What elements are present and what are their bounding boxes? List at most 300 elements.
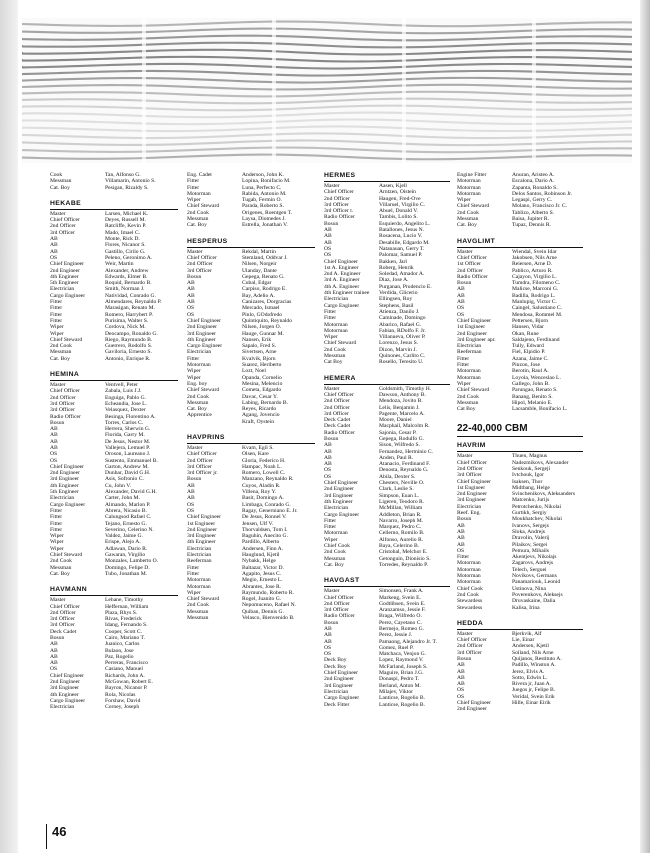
crew-rank: 2nd Engineer (50, 470, 80, 477)
crew-row (50, 185, 178, 191)
crew-rank: Chief Steward (457, 387, 490, 394)
crew-name: Thuen, Magnus (512, 453, 548, 460)
crew-name: Hille, Einar Eirik (512, 700, 551, 707)
crew-name: Cellerno, Romilo B. (379, 530, 425, 537)
crew-name: Pamaong, Alejandro Jr. T. (379, 638, 437, 645)
crew-rank: Chief Officer (457, 637, 487, 644)
crew-rank: 2nd Officer (457, 267, 483, 274)
crew-rank: Motorman (324, 327, 348, 334)
crew-name: Rola, Nicolas (105, 691, 136, 698)
crew-name: Manlupig, Victor C. (512, 299, 557, 306)
crew-name: Gurtikh, Sergiy (512, 510, 547, 517)
crew-rank: 2nd Cook (187, 209, 209, 216)
crew-name: Jakobsen, Nils Arne (512, 254, 557, 261)
crew-rank: Cargo Engineer (50, 292, 86, 299)
crew-name: Abrantes, Jose R. (242, 583, 282, 590)
crew-rank: AB (324, 227, 332, 234)
crew-name: Parungao, Renato S. (512, 387, 558, 394)
ship-name: HAVRIM (457, 442, 583, 452)
crew-name: Purisima, Walter S. (105, 317, 149, 324)
crew-name: Cuyos, Aladin R. (242, 482, 281, 489)
crew-name: Mesina, Melencio (242, 380, 283, 387)
crew-row (187, 222, 315, 228)
crew-rank: 3rd Officer (457, 472, 482, 479)
crew-name: Carpiso, Rodrigo E. (242, 286, 287, 293)
crew-name: McFarland, Joseph S. (379, 663, 428, 670)
crew-name: Ellingsen, Roy (379, 296, 413, 303)
crew-rank: AB (324, 638, 332, 645)
crew-rank: Motorman (457, 566, 481, 573)
crew-rank: Chief Officer (50, 388, 80, 395)
crew-rank: Motorman (324, 321, 348, 328)
crew-name: Deyes, Russell M. (105, 217, 147, 224)
crew-rank: OS (324, 467, 332, 474)
crew-name: Sotto, Edwin L. (512, 674, 548, 681)
crew-rank: Radio Officer (457, 273, 488, 280)
crew-rank: Cargo Engineer (50, 501, 86, 508)
crew-name: Abarico, Rafael G. (379, 321, 422, 328)
crew-name: Dravolin, Valerij (512, 535, 550, 542)
crew-name: Nansen, Erik (242, 336, 272, 343)
crew-name: Velasco, Bienvenido B. (242, 615, 295, 621)
crew-name: Milajev, Viktor (379, 688, 413, 695)
crew-name: Ventvell, Peter (105, 382, 138, 389)
crew-name: Denosta, Reynaldo G. (379, 467, 429, 474)
crew-name: Thorvaldsen, Tom I. (242, 526, 288, 533)
crew-name: Olsen, Kare (242, 451, 269, 458)
crew-rank: 1st Engineer (457, 484, 486, 491)
crew-rank: Bosun (457, 280, 472, 287)
crew-name: Abrera, Nicasio B. (105, 507, 147, 514)
crew-rank: Chief Engineer (50, 463, 85, 470)
crew-rank: 1st A. Engineer (324, 264, 359, 271)
banner-post (142, 18, 146, 163)
crew-rank: Fitter (50, 514, 63, 521)
crew-rank: Motorman (187, 190, 211, 197)
crew-name: Forshaw, David (105, 697, 141, 704)
crew-rank: Stewardess (457, 598, 483, 605)
column (457, 172, 583, 722)
crew-rank: 2nd Officer (324, 195, 350, 202)
crew-rank: Master (187, 248, 203, 255)
crew-name: Dizon, Marvin J. (379, 346, 417, 353)
crew-rank: Chief Engineer (457, 478, 492, 485)
crew-rank: 2nd Cook (187, 393, 209, 400)
crew-rank: Fitter (324, 315, 337, 322)
crew-name: Verdida, Glicerio (379, 290, 418, 297)
crew-name: Davac, Cesar Y. (242, 393, 278, 400)
crew-name: Palomar, Samuel P. (379, 252, 423, 259)
crew-name: Fernandez, Herminio C. (379, 448, 434, 455)
crew-name: Corney, Joseph (105, 704, 140, 711)
crew-rank: 3rd Engineer (457, 497, 487, 504)
crew-name: Diaz, Jose A. (379, 277, 409, 284)
crew-rank: Messman (50, 349, 72, 356)
crew-rank: Radio Officer (50, 413, 81, 420)
crew-rank: Cargo Engineer (324, 511, 360, 518)
crew-name: Donaspi, Pedro T. (379, 676, 420, 683)
crew-rank: AB (457, 535, 465, 542)
crew-name: Baguhin, Anecito G. (242, 533, 288, 540)
crew-rank: Bosun (50, 635, 65, 641)
crew-name: Torres, Carlos C. (105, 419, 144, 426)
crew-rank: 2nd Officer (457, 643, 483, 650)
crew-name: Moukhatchev, Nikolai (512, 516, 562, 523)
crew-rank: Radio Officer (324, 214, 355, 221)
crew-rank: OS (324, 245, 332, 252)
crew-rank: 2nd Cook (457, 591, 479, 598)
crew-rank: 3rd Engineer (187, 533, 217, 540)
crew-rank: 3rd Officer (324, 410, 349, 417)
crew-name: Baya, Celerino B. (379, 543, 420, 550)
crew-rank: Cargo Engineer (324, 695, 360, 702)
crew-rank: Stewardess (457, 604, 483, 611)
crew-rank: Chief Steward (187, 387, 220, 394)
crew-name: Lacsamble, Bonifacio L. (512, 406, 568, 413)
crew-rank: 2nd Engineer (187, 526, 217, 533)
crew-name: Agapito, Jesus C. (242, 570, 282, 577)
crew-name: Opanda, Cornelio (242, 374, 282, 381)
crew-rank: 3rd Engineer (50, 476, 80, 483)
ship-name: HERMES (324, 172, 450, 182)
crew-name: Bayron, Nicanor P. (105, 685, 148, 692)
crew-name: Bakken, Jarl (379, 258, 407, 265)
crew-rank: 2nd Officer (324, 600, 350, 607)
crew-rank: OS (457, 547, 465, 554)
crew-rank: AB (50, 647, 58, 654)
crew-rank: Fitter (187, 355, 200, 362)
crew-name: Deocampo, Ronaldo G. (105, 330, 158, 337)
crew-rank: 3rd Officer (187, 267, 212, 274)
crew-rank: Messman (187, 615, 209, 621)
crew-rank: 3rd Engineer (324, 682, 354, 689)
crew-rank: AB (457, 668, 465, 675)
ship-crew-block (50, 200, 178, 362)
crew-name: Villena, Roy Y. (242, 489, 277, 496)
crew-name: Gawaran, Virgilio (105, 552, 146, 559)
crew-name: Quintiquito, Reynaldo (242, 317, 293, 324)
crew-rank: 4th Engineer (50, 691, 79, 698)
crew-name: Richards, John A. (105, 672, 145, 679)
crew-rank: OS (50, 666, 58, 673)
crew-rank: 2nd Officer (324, 404, 350, 411)
crew-name: Ratcliffe, Kevin P. (105, 223, 147, 230)
crew-rank: Messman (324, 555, 346, 562)
crew-name: Antonio, Enrique R. (105, 355, 151, 362)
banner-post (532, 18, 536, 163)
crew-rank: Wiper (324, 334, 338, 341)
crew-rank: Electrician (324, 688, 349, 695)
crew-rank: Motorman (324, 530, 348, 537)
crew-name: Agang, Jovencio (242, 412, 280, 419)
crew-rank: 2nd Cook (50, 558, 72, 565)
crew-rank: Cargo Engineer (50, 697, 86, 704)
crew-rank: Chief Steward (187, 203, 220, 210)
crew-name: Lanticse, Rogelio B. (379, 701, 425, 708)
ship-crew-block (324, 375, 450, 569)
crew-rank: 4th Engineer (187, 539, 216, 546)
crew-rank: Cat. Boy (457, 222, 477, 229)
crew-name: Bay, Adelio A. (242, 292, 275, 299)
crew-rank: OS (50, 457, 58, 464)
crew-rank: Eng. boy (187, 380, 208, 387)
crew-name: Fabian, RDolfo F. Jr. (379, 327, 426, 334)
crew-rank: Wiper (50, 545, 64, 552)
crew-rank: Messman (324, 353, 346, 360)
crew-rank: AB (50, 248, 58, 255)
crew-name: Tejano, Ernesto G. (105, 520, 147, 527)
crew-rank: Motorman (457, 374, 481, 381)
crew-rank: 3rd Officer (187, 463, 212, 470)
crew-name: Goldsmith, Timothy H. (379, 385, 432, 392)
column (324, 172, 450, 717)
crew-rank: AB (324, 461, 332, 468)
crew-rank: 3rd Officer jr. (187, 470, 218, 477)
crew-name: Vallejera, Lemuel P. (105, 444, 151, 451)
crew-rank: 2nd Officer (187, 261, 213, 268)
crew-name: Tablizo, Alberto S. (512, 209, 555, 216)
crew-name: Maguire, Brian J.G. (379, 670, 424, 677)
crew-name: Juanico, Carlos (105, 641, 140, 648)
crew-rank: AB (457, 541, 465, 548)
crew-rank: Messman (457, 216, 479, 223)
crew-name: Braga, Wilfredo O. (379, 613, 422, 620)
crew-rank: OS (324, 644, 332, 651)
crew-name: Smith, Norman J. (105, 286, 145, 293)
crew-name: Perreras, Francisco (105, 660, 148, 667)
crew-rank: Fitter (457, 362, 470, 369)
crew-name: Tully, Edward (512, 343, 544, 350)
crew-name: Tubo, Jonathan M. (105, 570, 148, 577)
crew-name: Cooper, Scott C. (105, 628, 143, 635)
ship-crew-block (457, 172, 583, 229)
crew-rank: AB (457, 522, 465, 529)
crew-rank: AB (50, 444, 58, 451)
crew-rank: 2nd A. Engineer (324, 271, 361, 278)
crew-name: Riego, Raymundo B. (105, 336, 153, 343)
crew-rank: Electrician (457, 503, 482, 510)
crew-name: Natanauan, Gerry T. (379, 245, 425, 252)
crew-rank: AB (324, 448, 332, 455)
crew-name: Origenes, Roentgen T. (242, 209, 293, 216)
crew-rank: OS (324, 252, 332, 259)
crew-rank: Motorman (457, 573, 481, 580)
crew-name: Matchaca, Venjon G. (379, 651, 427, 658)
crew-rank: OS (457, 305, 465, 312)
crew-rank: Electrician (50, 495, 75, 502)
crew-rank: 5th Engineer (50, 489, 79, 496)
ship-name: HAVGLIMT (457, 238, 583, 248)
crew-name: Baltazar, Victor D. (242, 564, 284, 571)
crew-name: Batallones, Jesus N. (379, 227, 425, 234)
crew-rank: 2nd Cook (187, 602, 209, 609)
crew-rank: AB (187, 482, 195, 489)
crew-rank: Motorman (457, 178, 481, 185)
crew-name: Stemland, Oddvar J. (242, 254, 288, 261)
crew-rank: Chief Engineer (50, 672, 85, 679)
crew-rank: Fitter (457, 355, 470, 362)
crew-name: Hauge, Gunnar M. (242, 330, 284, 337)
crew-name: Romero, Lowell C. (242, 470, 286, 477)
crew-rank: 2nd Engineer (324, 676, 354, 683)
crew-name: Villamarin, Antonio S. (105, 178, 156, 185)
crew-rank: Motorman (457, 368, 481, 375)
page-footer (18, 816, 632, 853)
ship-name: HESPERUS (187, 238, 315, 248)
ship-crew-block (457, 442, 583, 610)
crew-rank: Fitter (187, 570, 200, 577)
crew-name: Moore, Daniel (379, 417, 412, 424)
crew-rank: Motorman (457, 184, 481, 191)
crew-name: Anuran, Aristeo A. (512, 172, 555, 178)
crew-name: Baisa, Jupiter R. (512, 216, 549, 223)
crew-rank: Fitter (187, 564, 200, 571)
crew-rank: Wiper (187, 589, 201, 596)
crew-name: Rosacena, Lucio V. (379, 233, 423, 240)
crew-rank: AB (324, 454, 332, 461)
crew-rank: Cargo Engineer (324, 302, 360, 309)
crew-rank: Chief Steward (187, 596, 220, 603)
crew-rank: 2nd Cook (457, 393, 479, 400)
crew-name: Estrella, Jonathan V. (242, 222, 288, 229)
crew-rank: 1st Officer (457, 261, 481, 268)
crew-name: Tumdra, Filomeno C. (512, 280, 561, 287)
crew-name: Purganan, Prudencio E. (379, 283, 432, 290)
ship-crew-block (457, 620, 583, 713)
crew-rank: Motorman (187, 583, 211, 590)
crew-rank: 4th Engineer (187, 336, 216, 343)
crew-rank: Wiper (457, 197, 471, 204)
crew-rank: Chief Officer (457, 254, 487, 261)
crew-name: Anderson, John K. (242, 172, 284, 178)
crew-name: Monzales, Lamberto O. (105, 558, 159, 565)
crew-name: Midtbang, Helge (512, 484, 550, 491)
crew-rank: 2nd Cook (324, 549, 346, 556)
crew-name: Alfonso, Aurelio R. (379, 536, 424, 543)
crew-rank: Chief Officer (457, 459, 487, 466)
crew-name: Lozt, Noel (242, 368, 266, 375)
crew-name: Lorenzo, Jesus S. (379, 340, 419, 347)
ship-crew-block (187, 238, 315, 425)
crew-rank: Fitter (324, 308, 337, 315)
crew-rank: Messman (187, 399, 209, 406)
crew-rank: 2nd Officer (324, 398, 350, 405)
crew-rank: 2nd Officer (50, 394, 76, 401)
crew-rank: OS (457, 687, 465, 694)
crew-rank: Cat. Boy (187, 222, 207, 229)
crew-rank: AB (324, 239, 332, 246)
crew-name: Heffernan, William (105, 603, 149, 610)
crew-rank: Cat. Boy (324, 561, 344, 568)
crew-rank: Chief Officer (324, 189, 354, 196)
crew-name: Rabida, Antonio M. (242, 190, 287, 197)
crew-rank: OS (187, 501, 195, 508)
crew-name: Larsen, Michael K. (105, 210, 149, 217)
crew-name: Rosello, Teresito U. (379, 359, 424, 366)
crew-row (324, 562, 450, 568)
crew-name: Gallego, John B. (512, 380, 550, 387)
crew-name: Esquierdo, Angelito L. (379, 220, 430, 227)
crew-rank: 4th Engineer (324, 498, 353, 505)
crew-rank: AB (457, 292, 465, 299)
crew-rank: 2nd Officer (457, 465, 483, 472)
crew-name: Plaza, Rhys S. (105, 609, 138, 616)
crew-name: Ragay, Generniano E. Jr. (242, 507, 298, 514)
crew-name: Desabille, Edgardo M. (379, 239, 430, 246)
column (187, 172, 315, 630)
crew-name: Loyola, Wenceslao L. (512, 374, 561, 381)
crew-name: Calungsod Rafael C. (105, 514, 152, 521)
crew-rank: Wiper (457, 380, 471, 387)
crew-name: Pagente, Marcelo A. (379, 410, 425, 417)
crew-name: Juegos jr, Felipe B. (512, 687, 556, 694)
crew-rank: 2nd Engineer (324, 486, 354, 493)
crew-rank: Bosun (324, 619, 339, 626)
crew-name: Alexander, David G.H. (105, 489, 157, 496)
crew-rank: Messman (187, 608, 209, 615)
crew-rank: Chief Officer (187, 254, 217, 261)
crew-name: Matcenko, Jurijs (512, 497, 550, 504)
crew-name: Caingel, Salustiano C. (512, 305, 563, 312)
crew-name: Lie, Einar (512, 637, 535, 644)
crew-name: Ivanovs, Sergejs (512, 522, 549, 529)
crew-row (50, 356, 178, 362)
crew-name: McMillan, William (379, 505, 423, 512)
crew-name: Markeng, Svein E. (379, 594, 421, 601)
crew-name: Malicse, Marconi G. (512, 286, 559, 293)
crew-rank: 3rd Officer (457, 649, 482, 656)
crew-name: Asis, Sofronio C. (105, 476, 144, 483)
crew-rank: Master (324, 385, 340, 392)
crew-name: Gepega, Rodulfo G. (379, 435, 425, 442)
crew-name: Domingo, Felipe D. (105, 564, 150, 571)
crew-rank: Fitter (457, 554, 470, 561)
crew-rank: Chief Engineer (50, 261, 85, 268)
crew-name: Saldajeno, Ferdinand (512, 336, 560, 343)
crew-name: Almendares, Reynaldo P. (105, 299, 162, 306)
crew-rank: Master (50, 597, 66, 604)
crew-name: Marquez, Pedro C. (379, 524, 422, 531)
crew-rank: Master (187, 444, 203, 451)
crew-name: Perez, Jessie J. (379, 632, 413, 639)
crew-name: Mercado, Ismael (242, 305, 280, 312)
crew-rank: AB (187, 292, 195, 299)
crew-rank: Deck Boy (324, 657, 347, 664)
crew-name: Telech, Serguei (512, 566, 547, 573)
ship-name: HAVGAST (324, 577, 450, 587)
crew-rank: Electrician (324, 505, 349, 512)
crew-rank: 2nd Engineer (187, 324, 217, 331)
crew-name: Zabala, Luis J.J. (105, 388, 142, 395)
crew-name: Nepomuceno, Rafael N. (242, 602, 297, 609)
ship-crew-block (50, 371, 178, 577)
crew-name: Hansen, Vidar (512, 324, 544, 331)
ship-name: HEMINA (50, 371, 178, 381)
crew-name: Kalisa, Irina (512, 604, 540, 611)
crew-name: Gepega, Renato G. (242, 273, 285, 280)
crew-name: Oroson, Laureano J. (105, 451, 151, 458)
crew-name: Escalona, Dario A. (512, 178, 555, 185)
crew-rank: Bosun (187, 273, 202, 280)
crew-rank: 3rd Officer t. (324, 208, 354, 215)
ship-crew-block (187, 172, 315, 229)
crew-name: Bulaon, Jose (105, 647, 134, 654)
crew-name: Sapalo, Fred S. (242, 343, 277, 350)
crew-name: Simpson, Euan L. (379, 492, 420, 499)
crew-name: Garton, Andrew M. (105, 463, 149, 470)
crew-row (50, 571, 178, 577)
crew-name: Poverenkovs, Aleksejs (512, 591, 563, 598)
